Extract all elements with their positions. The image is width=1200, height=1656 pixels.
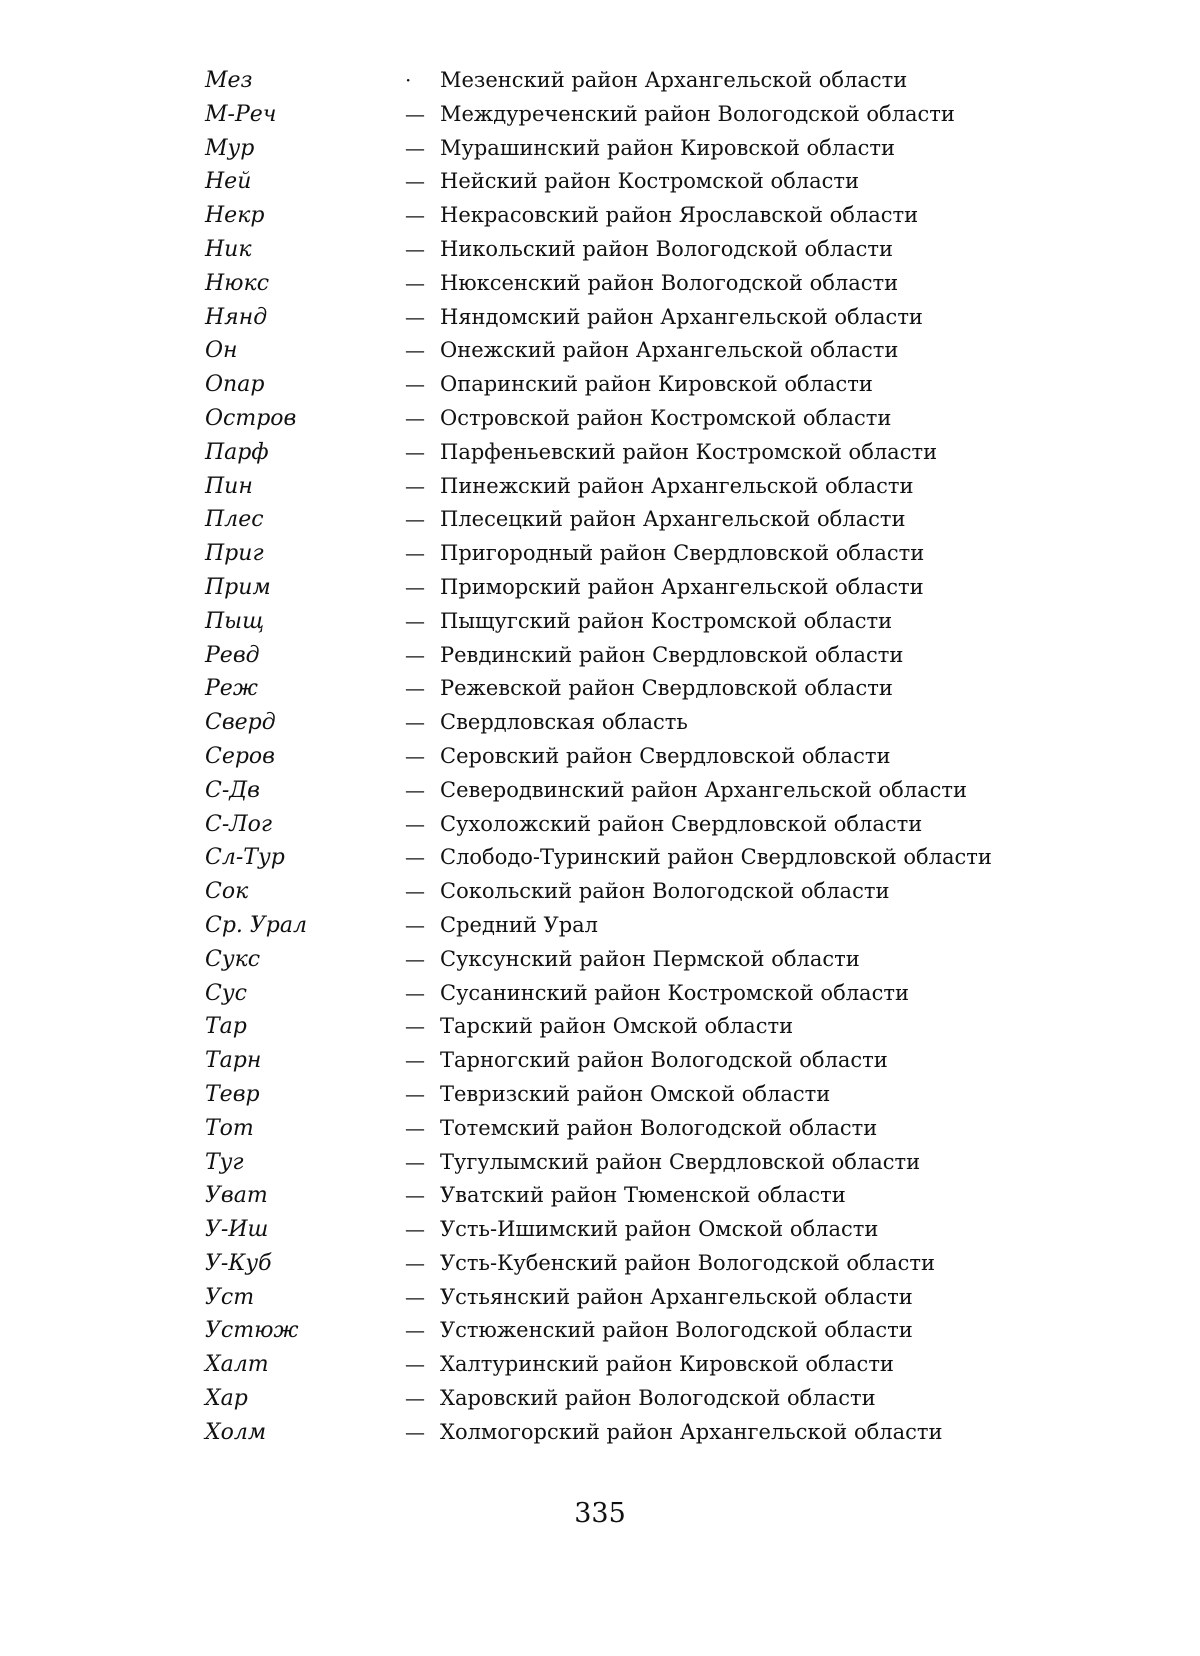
abbreviation: Парф [205, 439, 269, 465]
list-item [205, 436, 1085, 470]
dash-separator: — [405, 642, 425, 667]
abbreviation-meaning: Плесецкий район Архангельской области [440, 507, 906, 532]
dash-separator: — [405, 1250, 425, 1275]
abbreviation-meaning: Халтуринский район Кировской области [440, 1352, 894, 1377]
list-item [205, 301, 1085, 335]
abbreviation-meaning: Няндомский район Архангельской области [440, 304, 923, 329]
dash-separator: — [405, 1419, 425, 1444]
abbreviation-meaning: Усть-Ишимский район Омской области [440, 1217, 879, 1242]
list-item [205, 1382, 1085, 1416]
abbreviation: Тар [205, 1014, 247, 1040]
list-item [205, 774, 1085, 808]
dash-separator: — [405, 473, 425, 498]
list-item [205, 1179, 1085, 1213]
dash-separator: — [405, 676, 425, 701]
abbreviation-list [205, 64, 1085, 1450]
abbreviation-meaning: Парфеньевский район Костромской области [440, 439, 938, 464]
abbreviation: Тот [205, 1115, 254, 1141]
dash-separator: — [405, 304, 425, 329]
abbreviation: Сок [205, 879, 249, 905]
list-item [205, 470, 1085, 504]
dash-separator: — [405, 135, 425, 160]
abbreviation-meaning: Пыщугский район Костромской области [440, 608, 893, 633]
list-item [205, 1010, 1085, 1044]
dash-separator: — [405, 1048, 425, 1073]
dash-separator: — [405, 946, 425, 971]
dash-separator: — [405, 710, 425, 735]
abbreviation-meaning: Приморский район Архангельской области [440, 574, 924, 599]
dash-separator: — [405, 372, 425, 397]
dash-separator: — [405, 777, 425, 802]
abbreviation: У-Иш [205, 1217, 269, 1243]
abbreviation-meaning: Сусанинский район Костромской области [440, 980, 909, 1005]
abbreviation-meaning: Средний Урал [440, 912, 599, 937]
abbreviation-meaning: Опаринский район Кировской области [440, 372, 873, 397]
abbreviation: Ник [205, 236, 252, 262]
abbreviation: Холм [205, 1419, 267, 1445]
abbreviation: Он [205, 338, 238, 364]
abbreviation: Ней [205, 169, 252, 195]
abbreviation-meaning: Некрасовский район Ярославской области [440, 203, 919, 228]
abbreviation: Остров [205, 405, 297, 431]
abbreviation: Уват [205, 1183, 268, 1209]
list-item [205, 740, 1085, 774]
list-item [205, 334, 1085, 368]
abbreviation-meaning: Нейский район Костромской области [440, 169, 859, 194]
dash-separator: — [405, 1217, 425, 1242]
abbreviation-meaning: Тотемский район Вологодской области [440, 1115, 878, 1140]
abbreviation-meaning: Усть-Кубенский район Вологодской области [440, 1250, 935, 1275]
list-item [205, 1281, 1085, 1315]
list-item [205, 503, 1085, 537]
abbreviation-meaning: Нюксенский район Вологодской области [440, 270, 899, 295]
abbreviation-meaning: Пинежский район Архангельской области [440, 473, 914, 498]
abbreviation-meaning: Устьянский район Архангельской области [440, 1284, 913, 1309]
list-item [205, 1416, 1085, 1450]
abbreviation-meaning: Слободо-Туринский район Свердловской области [440, 845, 992, 870]
abbreviation-meaning: Тарногский район Вологодской области [440, 1048, 888, 1073]
abbreviation: Сукс [205, 946, 261, 972]
list-item [205, 199, 1085, 233]
dash-separator: — [405, 574, 425, 599]
list-item [205, 1314, 1085, 1348]
abbreviation-meaning: Онежский район Архангельской области [440, 338, 899, 363]
list-item [205, 537, 1085, 571]
abbreviation: С-Дв [205, 777, 260, 803]
abbreviation: Плес [205, 507, 264, 533]
list-item [205, 1112, 1085, 1146]
abbreviation: Ревд [205, 642, 260, 668]
abbreviation: У-Куб [205, 1250, 272, 1276]
dash-separator: — [405, 439, 425, 464]
dash-separator: — [405, 507, 425, 532]
abbreviation-meaning: Ревдинский район Свердловской области [440, 642, 904, 667]
abbreviation: Приг [205, 541, 264, 567]
dash-separator: — [405, 270, 425, 295]
abbreviation: Серов [205, 743, 275, 769]
abbreviation: М-Реч [205, 101, 277, 127]
list-item [205, 132, 1085, 166]
list-item [205, 977, 1085, 1011]
abbreviation: Сл-Тур [205, 845, 285, 871]
dash-separator: — [405, 1115, 425, 1140]
abbreviation-meaning: Мезенский район Архангельской области [440, 68, 908, 92]
abbreviation-meaning: Режевской район Свердловской области [440, 676, 893, 701]
dash-separator: — [405, 101, 425, 126]
dash-separator: — [405, 1081, 425, 1106]
abbreviation-meaning: Островской район Костромской области [440, 405, 892, 430]
abbreviation: Сус [205, 980, 247, 1006]
abbreviation: Нянд [205, 304, 268, 330]
abbreviation-meaning: Мурашинский район Кировской области [440, 135, 896, 160]
dash-separator: — [405, 845, 425, 870]
abbreviation: Уст [205, 1284, 255, 1310]
list-item [205, 909, 1085, 943]
abbreviation: Ср. Урал [205, 912, 308, 938]
abbreviation-meaning: Холмогорский район Архангельской области [440, 1419, 943, 1444]
page-number: 335 [574, 1498, 626, 1529]
list-item [205, 98, 1085, 132]
dash-separator: — [405, 338, 425, 363]
abbreviation: Халт [205, 1352, 269, 1378]
abbreviation-meaning: Пригородный район Свердловской области [440, 541, 925, 566]
abbreviation: Пин [205, 473, 253, 499]
list-item [205, 64, 1085, 98]
list-item [205, 841, 1085, 875]
abbreviation-meaning: Сухоложский район Свердловской области [440, 811, 923, 836]
abbreviation-meaning: Междуреченский район Вологодской области [440, 101, 955, 126]
abbreviation: Нюкс [205, 270, 270, 296]
abbreviation-meaning: Тугулымский район Свердловской области [440, 1149, 921, 1174]
abbreviation-meaning: Уватский район Тюменской области [440, 1183, 846, 1208]
dash-separator: — [405, 879, 425, 904]
dash-separator: — [405, 1183, 425, 1208]
list-item [205, 639, 1085, 673]
abbreviation: Реж [205, 676, 258, 702]
dash-separator: — [405, 1386, 425, 1411]
abbreviation: Опар [205, 372, 265, 398]
list-item [205, 1078, 1085, 1112]
abbreviation: Прим [205, 574, 271, 600]
abbreviation: Устюж [205, 1318, 299, 1344]
list-item [205, 672, 1085, 706]
list-item [205, 1213, 1085, 1247]
abbreviation-meaning: Суксунский район Пермской области [440, 946, 860, 971]
abbreviation: Туг [205, 1149, 244, 1175]
abbreviation: Тарн [205, 1048, 262, 1074]
dash-separator: — [405, 1014, 425, 1039]
abbreviation-meaning: Устюженский район Вологодской области [440, 1318, 913, 1343]
list-item [205, 267, 1085, 301]
list-item [205, 943, 1085, 977]
list-item [205, 1247, 1085, 1281]
abbreviation-meaning: Харовский район Вологодской области [440, 1386, 876, 1411]
dash-separator: · [405, 68, 412, 92]
dash-separator: — [405, 236, 425, 261]
dash-separator: — [405, 1318, 425, 1343]
abbreviation-meaning: Серовский район Свердловской области [440, 743, 891, 768]
abbreviation: Пыщ [205, 608, 265, 634]
abbreviation: Мур [205, 135, 255, 161]
dash-separator: — [405, 912, 425, 937]
list-item [205, 402, 1085, 436]
list-item [205, 571, 1085, 605]
abbreviation-meaning: Северодвинский район Архангельской области [440, 777, 968, 802]
abbreviation: С-Лог [205, 811, 272, 837]
list-item [205, 1348, 1085, 1382]
list-item [205, 875, 1085, 909]
abbreviation-meaning: Никольский район Вологодской области [440, 236, 894, 261]
list-item [205, 1146, 1085, 1180]
dash-separator: — [405, 811, 425, 836]
list-item [205, 605, 1085, 639]
list-item [205, 808, 1085, 842]
abbreviation-meaning: Тевризский район Омской области [440, 1081, 831, 1106]
dash-separator: — [405, 743, 425, 768]
dash-separator: — [405, 608, 425, 633]
list-item [205, 368, 1085, 402]
abbreviation: Хар [205, 1386, 248, 1412]
abbreviation-meaning: Сокольский район Вологодской области [440, 879, 890, 904]
dash-separator: — [405, 1352, 425, 1377]
dash-separator: — [405, 1149, 425, 1174]
dash-separator: — [405, 980, 425, 1005]
list-item [205, 706, 1085, 740]
dash-separator: — [405, 203, 425, 228]
dash-separator: — [405, 405, 425, 430]
list-item [205, 165, 1085, 199]
dash-separator: — [405, 1284, 425, 1309]
list-item [205, 1044, 1085, 1078]
dash-separator: — [405, 169, 425, 194]
abbreviation-meaning: Свердловская область [440, 710, 688, 735]
abbreviation: Сверд [205, 710, 276, 736]
list-item [205, 233, 1085, 267]
abbreviation: Некр [205, 203, 265, 229]
dash-separator: — [405, 541, 425, 566]
abbreviation: Тевр [205, 1081, 260, 1107]
abbreviation-meaning: Тарский район Омской области [440, 1014, 794, 1039]
abbreviation: Мез [205, 68, 253, 93]
